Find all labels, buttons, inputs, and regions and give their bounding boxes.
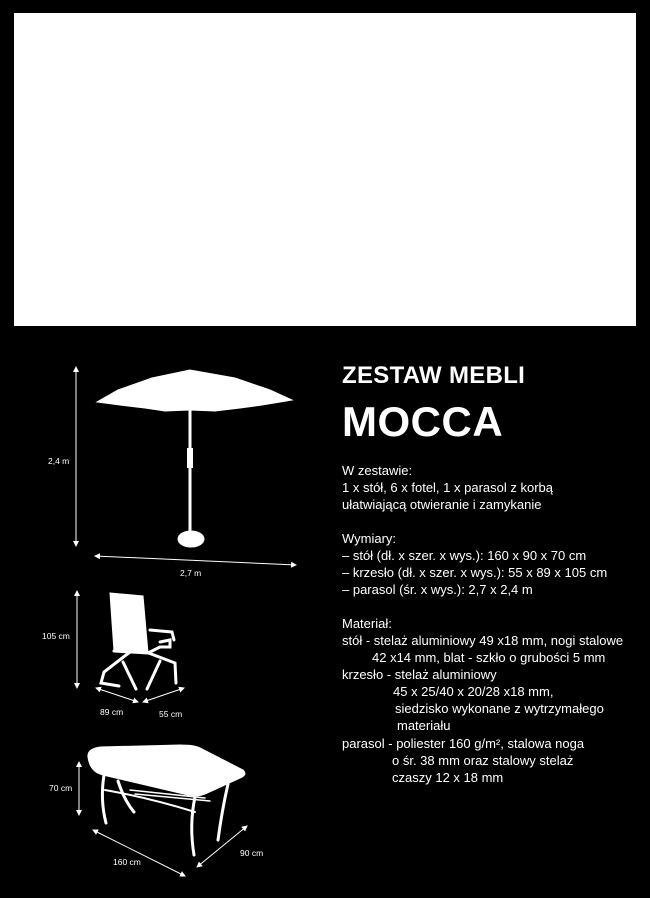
material-umbrella-2: o śr. 38 mm oraz stalowy stelaż <box>392 753 574 768</box>
table-height-label: 70 cm <box>49 783 73 793</box>
material-table-2: 42 x14 mm, blat - szkło o grubości 5 mm <box>372 650 606 665</box>
table-length-label: 160 cm <box>113 857 141 867</box>
chair-width-label: 55 cm <box>159 709 183 719</box>
table-width-arrow <box>197 826 247 867</box>
chair-height-label: 105 cm <box>42 631 70 641</box>
material-chair-1: krzesło - stelaż aluminiowy <box>342 667 497 682</box>
material-chair-4: materiału <box>397 718 451 733</box>
chair-depth-label: 89 cm <box>100 707 124 717</box>
dimensions-heading: Wymiary: <box>342 531 397 546</box>
umbrella-icon <box>97 370 292 547</box>
material-umbrella-1: parasol - poliester 160 g/m², stalowa noga <box>342 736 585 751</box>
material-chair-2: 45 x 25/40 x 20/28 x18 mm, <box>393 684 554 699</box>
product-name-title: MOCCA <box>342 398 504 445</box>
set-line-2: ułatwiającą otwieranie i zamykanie <box>342 497 542 512</box>
material-heading: Materiał: <box>342 616 392 631</box>
set-line-1: 1 x stół, 6 x fotel, 1 x parasol z korbą <box>342 480 553 495</box>
material-chair-3: siedzisko wykonane z wytrzymałego <box>395 701 604 716</box>
table-width-label: 90 cm <box>240 848 264 858</box>
table-icon <box>88 745 245 855</box>
material-umbrella-3: czaszy 12 x 18 mm <box>392 770 504 785</box>
table-length-arrow <box>93 830 185 876</box>
product-category-title: ZESTAW MEBLI <box>342 362 526 389</box>
umbrella-width-arrow <box>95 556 296 565</box>
dimensions-chair: – krzesło (dł. x szer. x wys.): 55 x 89 x 105 cm <box>342 565 608 580</box>
chair-icon <box>101 593 176 689</box>
chair-width-arrow <box>143 688 184 702</box>
material-table-1: stół - stelaż aluminiowy 49 x18 mm, nogi stalowe <box>342 633 624 648</box>
chair-depth-arrow <box>96 688 138 702</box>
dimensions-table: – stół (dł. x szer. x wys.): 160 x 90 x 70 cm <box>342 548 587 563</box>
set-heading: W zestawie: <box>342 463 413 478</box>
umbrella-height-label: 2,4 m <box>48 456 70 466</box>
dimensions-umbrella: – parasol (śr. x wys.): 2,7 x 2,4 m <box>342 582 533 597</box>
umbrella-width-label: 2,7 m <box>180 568 202 578</box>
